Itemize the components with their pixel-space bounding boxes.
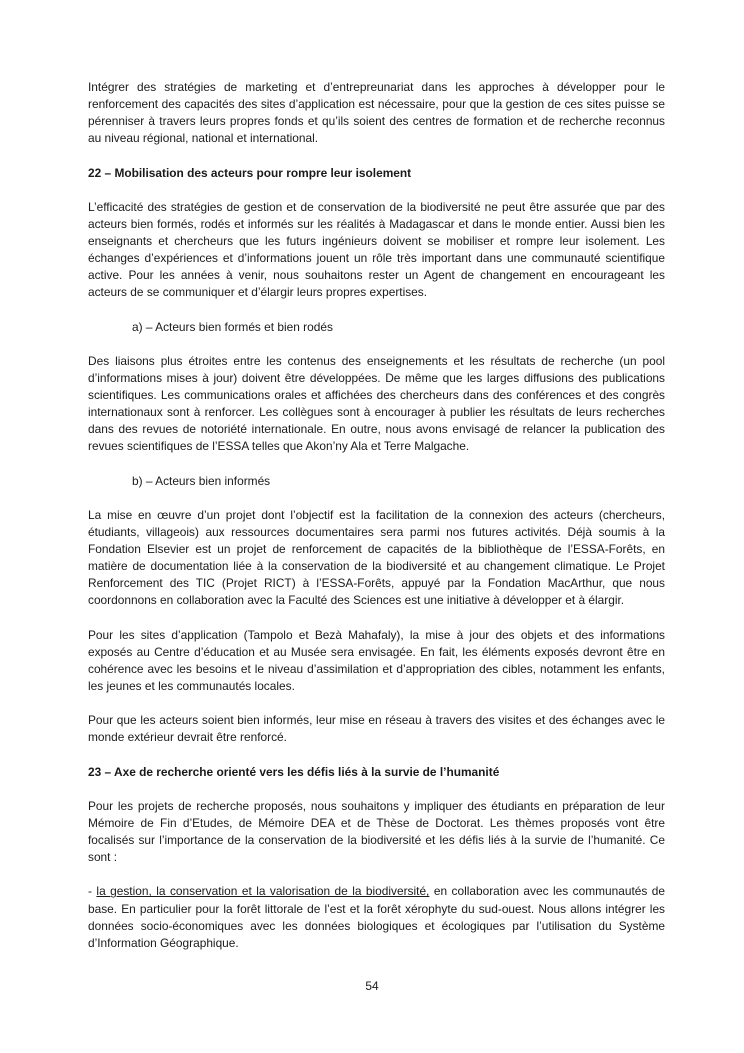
paragraph-efficacite: L’efficacité des stratégies de gestion et de conservation de la biodiversité ne peut être assurée que par des acteurs bien formés, rodés et informés sur les réalités à Madagascar et dans le monde entier. Aussi bien les enseignants et chercheurs que les futurs ingénieurs doivent se mobiliser et rompre leur isolement. Les échanges d’expériences et d’informations jouent un rôle très important dans une communauté scientifique active. Pour les années à venir, nous souhaitons rester un Agent de changement en encourageant les acteurs de se communiquer et d’élargir leurs propres expertises. [88, 199, 665, 300]
paragraph-projets-recherche: Pour les projets de recherche proposés, nous souhaitons y impliquer des étudiants en préparation de leur Mémoire de Fin d’Etudes, de Mémoire DEA et de Thèse de Doctorat. Les thèmes proposés vont être focalisés sur l’importance de la conservation de la biodiversité et les défis liés à la survie de l’humanité. Ce sont : [88, 798, 665, 865]
paragraph-mise-en-oeuvre: La mise en œuvre d’un projet dont l’objectif est la facilitation de la connexion des acteurs (chercheurs, étudiants, villageois) aux ressources documentaires sera parmi nos futures activités. Déjà soumis à la Fondation Elsevier est un projet de renforcement de capacités de la bibliothèque de l’ESSA-Forêts, en matière de documentation liée à la conservation de la biodiversité et au changement climatique. Le Projet Renforcement des TIC (Projet RICT) à l’ESSA-Forêts, appuyé par la Fondation MacArthur, que nous coordonnons en collaboration avec la Faculté des Sciences est une initiative à développer et à élargir. [88, 507, 665, 608]
page-content [88, 79, 665, 969]
section-heading-23: 23 – Axe de recherche orienté vers les défis liés à la survie de l’humanité [88, 764, 500, 779]
paragraph-marketing: Intégrer des stratégies de marketing et d’entrepreunariat dans les approches à développer pour le renforcement des capacités des sites d’application est nécessaire, pour que la gestion de ces sites puisse se pérenniser à travers leurs propres fonds et qu’ils soient des centres de formation et de recherche reconnus au niveau régional, national et international. [88, 80, 665, 146]
list-dash: - [88, 884, 97, 899]
paragraph-mise-en-reseau: Pour que les acteurs soient bien informés, leur mise en réseau à travers des visites et des échanges avec le monde extérieur devrait être renforcé. [88, 713, 665, 745]
paragraph-continuation: en collaboration avec les communautés de base. En particulier pour la forêt littorale de l’est et la forêt xérophyte du sud-ouest. Nous allons intégrer les données socio-économiques avec les données biologiques et écologiques par l’utilisation du Système d’Information Géographique. [88, 884, 665, 950]
page-number: 54 [365, 979, 379, 993]
subheading-b: b) – Acteurs bien informés [132, 473, 271, 488]
underlined-phrase: la gestion, la conservation et la valorisation de la biodiversité, [96, 884, 430, 899]
paragraph-sites-application: Pour les sites d’application (Tampolo et Bezà Mahafaly), la mise à jour des objets et des informations exposés au Centre d’éducation et au Musée sera envisagée. En fait, les éléments exposés devront être en cohérence avec les besoins et le niveau d’assimilation et d’appropriation des cibles, notamment les enfants, les jeunes et les communautés locales. [88, 627, 665, 693]
subheading-a: a) – Acteurs bien formés et bien rodés [132, 319, 333, 334]
paragraph-gestion-biodiversite [88, 883, 665, 951]
section-heading-22: 22 – Mobilisation des acteurs pour rompre leur isolement [88, 165, 412, 180]
paragraph-liaisons: Des liaisons plus étroites entre les contenus des enseignements et les résultats de recherche (un pool d’informations mises à jour) doivent être développées. De même que les larges diffusions des publications scientifiques. Les communications orales et affichées des chercheurs dans des conférences et des congrès internationaux sont à renforcer. Les collègues sont à encourager à publier les résultats de leurs recherches dans des revues de notoriété internationale. En outre, nous avons envisagé de relancer la publication des revues scientifiques de l’ESSA telles que Akon’ny Ala et Terre Malgache. [88, 353, 665, 454]
